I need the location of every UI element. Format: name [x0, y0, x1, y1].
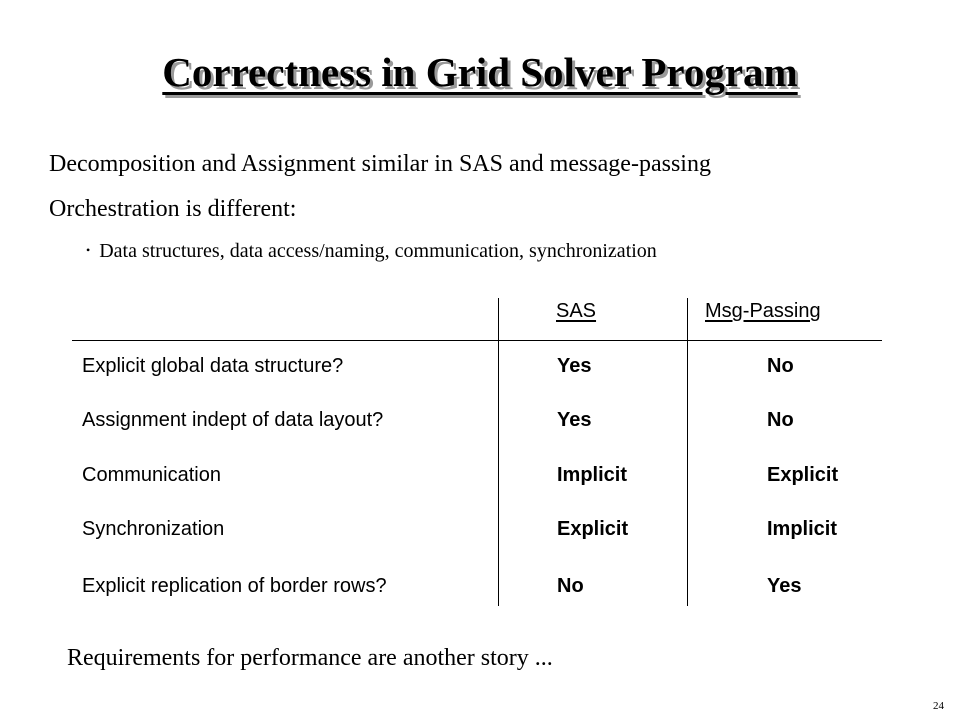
row-label: Explicit global data structure?	[82, 355, 344, 377]
cell-sas: Explicit	[557, 518, 629, 540]
cell-msg-passing: Yes	[767, 575, 802, 597]
row-label: Communication	[82, 464, 221, 486]
cell-msg-passing: No	[767, 355, 794, 377]
cell-msg-passing: Implicit	[767, 518, 838, 540]
row-label: Explicit replication of border rows?	[82, 575, 387, 597]
text-line-performance: Requirements for performance are another story ...	[67, 645, 553, 671]
bullet-dot-icon: •	[86, 243, 91, 257]
cell-sas: Yes	[557, 355, 592, 377]
text-line-orchestration: Orchestration is different:	[49, 196, 297, 222]
table-divider-right	[687, 298, 688, 606]
cell-sas: Yes	[557, 409, 592, 431]
text-line-decomposition: Decomposition and Assignment similar in SAS and message-passing	[49, 151, 711, 177]
cell-sas: No	[557, 575, 584, 597]
page-number: 24	[933, 700, 944, 712]
table-header-rule	[72, 340, 882, 341]
bullet-text: Data structures, data access/naming, communication, synchronization	[99, 240, 657, 262]
bullet-item	[86, 240, 657, 263]
cell-sas: Implicit	[557, 464, 628, 486]
column-header-msg-passing: Msg-Passing	[705, 300, 821, 322]
row-label: Assignment indept of data layout?	[82, 409, 384, 431]
cell-msg-passing: Explicit	[767, 464, 839, 486]
table-divider-left	[498, 298, 499, 606]
column-header-sas: SAS	[556, 300, 597, 322]
cell-msg-passing: No	[767, 409, 794, 431]
slide-title: Correctness in Grid Solver Program	[162, 49, 798, 95]
row-label: Synchronization	[82, 518, 225, 540]
